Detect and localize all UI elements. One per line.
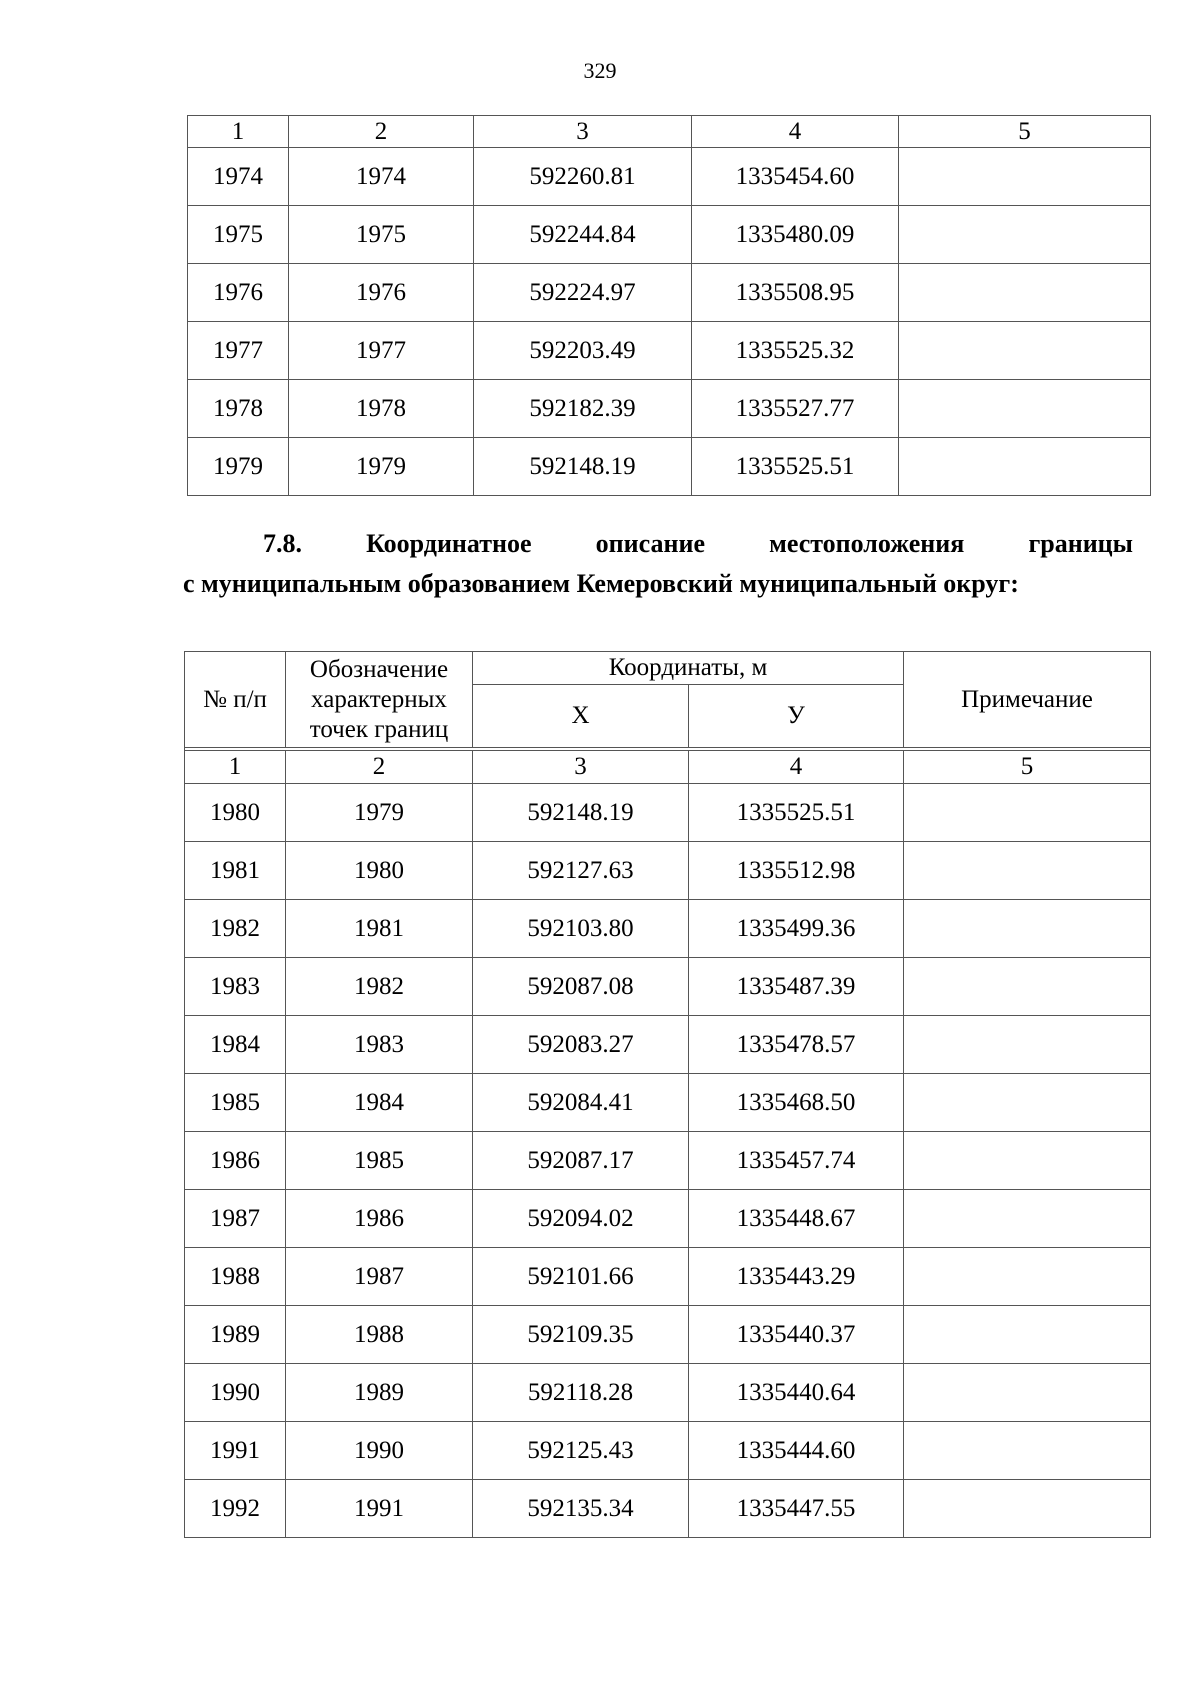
- section-heading-line-2: с муниципальным образованием Кемеровский муниципальный округ:: [183, 569, 1019, 598]
- cell-point: 1975: [289, 206, 474, 264]
- cell-point: 1987: [286, 1248, 473, 1306]
- cell-x: 592084.41: [473, 1074, 689, 1132]
- cell-number: 1979: [188, 438, 289, 496]
- heading-word: описание: [595, 529, 705, 558]
- cell-note: [904, 1364, 1151, 1422]
- header-x: Х: [473, 685, 689, 748]
- cell-number: 1984: [185, 1016, 286, 1074]
- cell-x: 592094.02: [473, 1190, 689, 1248]
- cell-point: 1985: [286, 1132, 473, 1190]
- table-row: [185, 1364, 1151, 1422]
- cell-x: 592224.97: [474, 264, 692, 322]
- cell-note: [904, 958, 1151, 1016]
- table-row: [185, 1248, 1151, 1306]
- table-row: [185, 1422, 1151, 1480]
- table-row: [185, 784, 1151, 842]
- cell-number: 1986: [185, 1132, 286, 1190]
- coordinates-table: [184, 651, 1151, 1538]
- cell-note: [899, 322, 1151, 380]
- column-number: 5: [899, 116, 1151, 148]
- column-number: 1: [185, 751, 286, 784]
- cell-x: 592087.17: [473, 1132, 689, 1190]
- column-number-row: [188, 116, 1151, 148]
- table-row: [185, 1480, 1151, 1538]
- cell-y: 1335444.60: [689, 1422, 904, 1480]
- cell-number: 1976: [188, 264, 289, 322]
- heading-word: границы: [1028, 529, 1133, 558]
- cell-number: 1989: [185, 1306, 286, 1364]
- cell-point: 1979: [286, 784, 473, 842]
- cell-number: 1983: [185, 958, 286, 1016]
- table-row: [185, 900, 1151, 958]
- table-row: [188, 264, 1151, 322]
- cell-point: 1988: [286, 1306, 473, 1364]
- cell-y: 1335443.29: [689, 1248, 904, 1306]
- table-row: [188, 380, 1151, 438]
- cell-y: 1335525.32: [692, 322, 899, 380]
- cell-point: 1982: [286, 958, 473, 1016]
- cell-y: 1335468.50: [689, 1074, 904, 1132]
- heading-word: местоположения: [769, 529, 965, 558]
- cell-x: 592244.84: [474, 206, 692, 264]
- cell-note: [904, 1190, 1151, 1248]
- cell-note: [904, 784, 1151, 842]
- cell-number: 1980: [185, 784, 286, 842]
- cell-x: 592203.49: [474, 322, 692, 380]
- cell-x: 592083.27: [473, 1016, 689, 1074]
- heading-word: Координатное: [366, 529, 532, 558]
- cell-y: 1335487.39: [689, 958, 904, 1016]
- cell-note: [904, 1016, 1151, 1074]
- cell-number: 1987: [185, 1190, 286, 1248]
- page-number: 329: [583, 58, 617, 83]
- cell-note: [899, 148, 1151, 206]
- cell-x: 592182.39: [474, 380, 692, 438]
- cell-point: 1976: [289, 264, 474, 322]
- cell-number: 1981: [185, 842, 286, 900]
- header-number: № п/п: [185, 652, 286, 748]
- cell-number: 1978: [188, 380, 289, 438]
- table-row: [188, 206, 1151, 264]
- table-row: [188, 438, 1151, 496]
- cell-y: 1335508.95: [692, 264, 899, 322]
- cell-y: 1335448.67: [689, 1190, 904, 1248]
- cell-point: 1989: [286, 1364, 473, 1422]
- cell-x: 592135.34: [473, 1480, 689, 1538]
- cell-note: [899, 206, 1151, 264]
- header-note: Примечание: [904, 652, 1151, 748]
- cell-number: 1975: [188, 206, 289, 264]
- table-row: [185, 958, 1151, 1016]
- cell-note: [904, 1074, 1151, 1132]
- cell-note: [904, 1306, 1151, 1364]
- column-number: 4: [689, 751, 904, 784]
- cell-point: 1981: [286, 900, 473, 958]
- table-row: [185, 1016, 1151, 1074]
- cell-x: 592087.08: [473, 958, 689, 1016]
- table-row: [185, 1190, 1151, 1248]
- column-number: 3: [473, 751, 689, 784]
- cell-y: 1335525.51: [689, 784, 904, 842]
- cell-note: [904, 900, 1151, 958]
- cell-point: 1984: [286, 1074, 473, 1132]
- section-heading-line-1: [183, 524, 1133, 564]
- cell-x: 592148.19: [473, 784, 689, 842]
- cell-y: 1335527.77: [692, 380, 899, 438]
- cell-y: 1335499.36: [689, 900, 904, 958]
- cell-number: 1988: [185, 1248, 286, 1306]
- cell-y: 1335440.37: [689, 1306, 904, 1364]
- cell-y: 1335525.51: [692, 438, 899, 496]
- header-y: У: [689, 685, 904, 748]
- cell-number: 1982: [185, 900, 286, 958]
- section-heading: [183, 524, 1133, 604]
- table-header-row: [185, 652, 1151, 685]
- cell-x: 592118.28: [473, 1364, 689, 1422]
- header-coordinates: Координаты, м: [473, 652, 904, 685]
- cell-y: 1335447.55: [689, 1480, 904, 1538]
- table-row: [185, 1306, 1151, 1364]
- column-number: 2: [286, 751, 473, 784]
- cell-x: 592125.43: [473, 1422, 689, 1480]
- cell-y: 1335454.60: [692, 148, 899, 206]
- cell-note: [904, 1132, 1151, 1190]
- cell-y: 1335478.57: [689, 1016, 904, 1074]
- cell-x: 592148.19: [474, 438, 692, 496]
- table-row: [188, 148, 1151, 206]
- cell-number: 1992: [185, 1480, 286, 1538]
- cell-number: 1977: [188, 322, 289, 380]
- header-designation: Обозначение характерных точек границ: [286, 652, 473, 748]
- cell-note: [904, 1422, 1151, 1480]
- column-number: 1: [188, 116, 289, 148]
- cell-y: 1335457.74: [689, 1132, 904, 1190]
- cell-point: 1978: [289, 380, 474, 438]
- column-number: 2: [289, 116, 474, 148]
- cell-note: [904, 1248, 1151, 1306]
- cell-note: [904, 842, 1151, 900]
- cell-y: 1335480.09: [692, 206, 899, 264]
- table-row: [185, 1074, 1151, 1132]
- section-number: 7.8.: [263, 529, 302, 558]
- cell-point: 1990: [286, 1422, 473, 1480]
- column-number: 5: [904, 751, 1151, 784]
- cell-point: 1974: [289, 148, 474, 206]
- table-row: [185, 1132, 1151, 1190]
- cell-number: 1991: [185, 1422, 286, 1480]
- cell-number: 1974: [188, 148, 289, 206]
- cell-point: 1986: [286, 1190, 473, 1248]
- cell-point: 1977: [289, 322, 474, 380]
- table-row: [188, 322, 1151, 380]
- cell-number: 1985: [185, 1074, 286, 1132]
- coordinates-table-continuation: [187, 115, 1151, 496]
- cell-point: 1983: [286, 1016, 473, 1074]
- column-number-row: [185, 751, 1151, 784]
- cell-note: [904, 1480, 1151, 1538]
- cell-y: 1335440.64: [689, 1364, 904, 1422]
- cell-point: 1991: [286, 1480, 473, 1538]
- cell-x: 592109.35: [473, 1306, 689, 1364]
- column-number: 3: [474, 116, 692, 148]
- cell-y: 1335512.98: [689, 842, 904, 900]
- cell-x: 592260.81: [474, 148, 692, 206]
- cell-x: 592103.80: [473, 900, 689, 958]
- column-number: 4: [692, 116, 899, 148]
- table-row: [185, 842, 1151, 900]
- cell-note: [899, 438, 1151, 496]
- cell-note: [899, 380, 1151, 438]
- cell-note: [899, 264, 1151, 322]
- cell-number: 1990: [185, 1364, 286, 1422]
- cell-x: 592127.63: [473, 842, 689, 900]
- cell-point: 1979: [289, 438, 474, 496]
- cell-point: 1980: [286, 842, 473, 900]
- cell-x: 592101.66: [473, 1248, 689, 1306]
